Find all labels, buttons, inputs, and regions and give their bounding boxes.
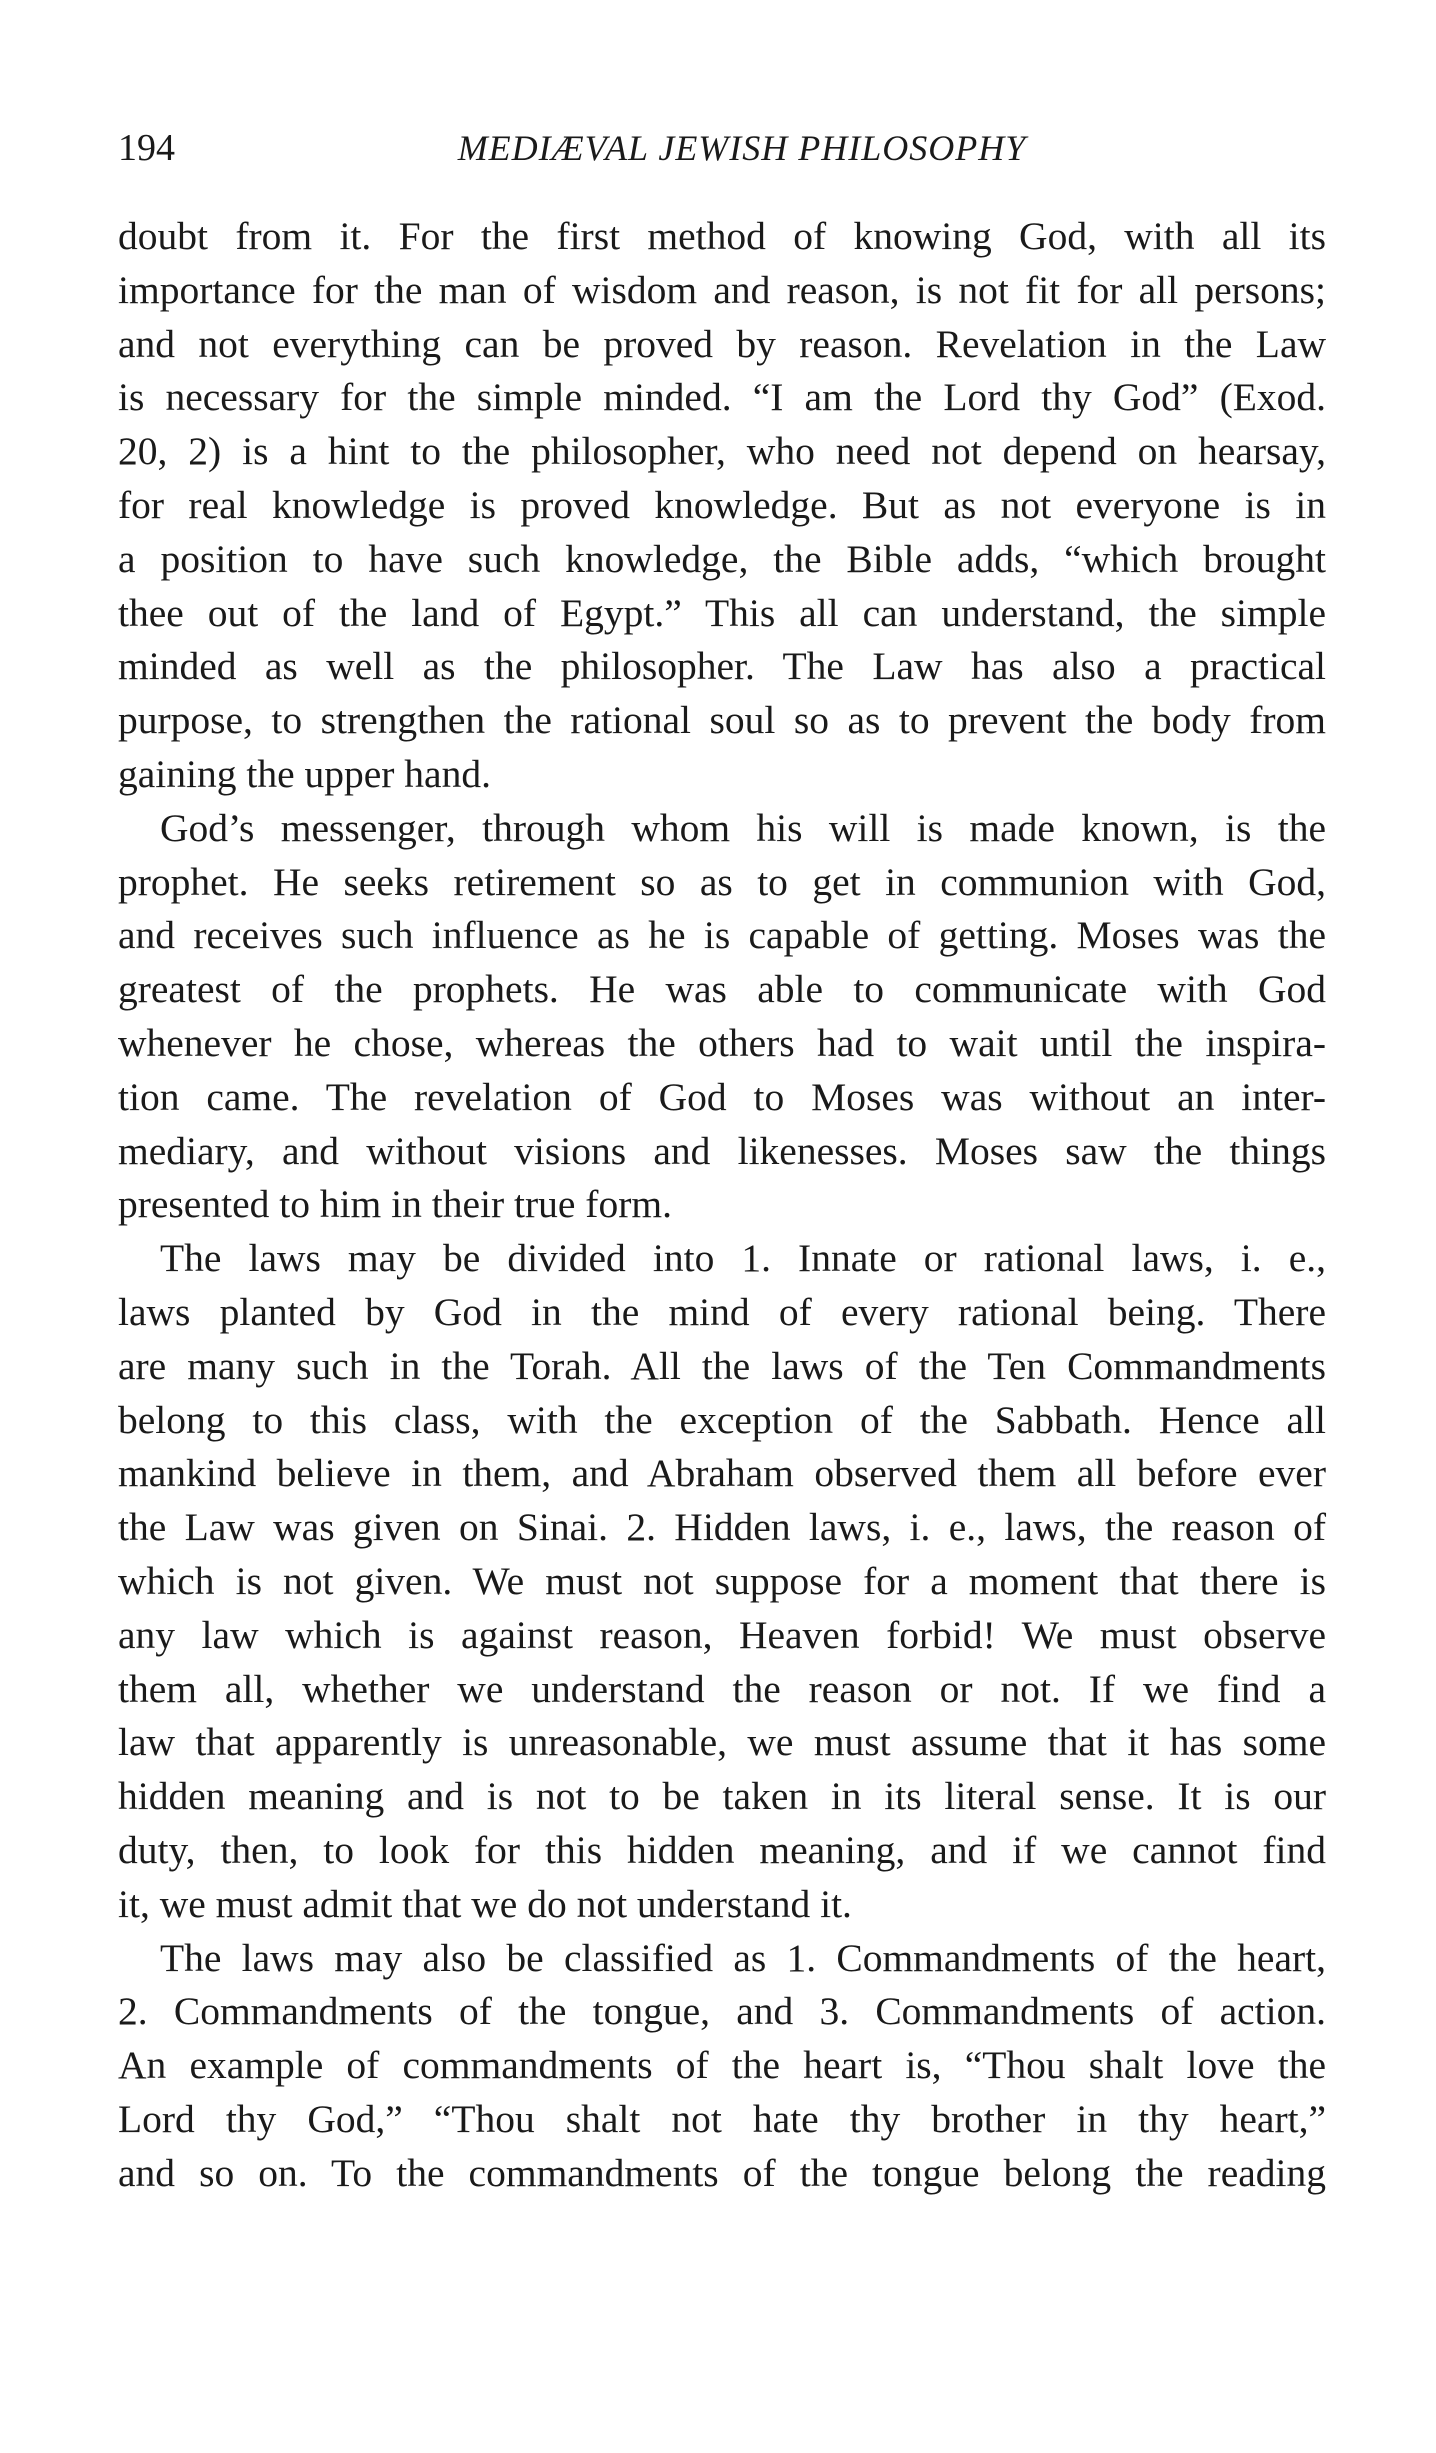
text-line: tion came. The revelation of God to Moses was without an inter- (118, 1074, 1326, 1119)
running-head (118, 118, 1326, 178)
text-line: it, we must admit that we do not understand it. (118, 1881, 852, 1926)
text-line: law that apparently is unreasonable, we must assume that it has some (118, 1720, 1326, 1765)
text-line: prophet. He seeks retirement so as to get in communion with God, (118, 859, 1326, 904)
text-line: which is not given. We must not suppose for a moment that there is (118, 1558, 1326, 1603)
text-line: duty, then, to look for this hidden meaning, and if we cannot find (118, 1827, 1326, 1872)
page-number: 194 (118, 127, 175, 169)
paragraph (118, 802, 1326, 1232)
text-line: purpose, to strengthen the rational soul so as to prevent the body from (118, 698, 1326, 743)
text-line: 2. Commandments of the tongue, and 3. Commandments of action. (118, 1989, 1326, 2034)
text-line: thee out of the land of Egypt.” This all can understand, the simple (118, 590, 1326, 635)
text-line: God’s messenger, through whom his will is made known, is the (160, 805, 1326, 850)
text-line: and so on. To the commandments of the tongue belong the reading (118, 2150, 1326, 2195)
text-line: are many such in the Torah. All the laws of the Ten Commandments (118, 1343, 1326, 1388)
text-line: a position to have such knowledge, the Bible adds, “which brought (118, 536, 1326, 581)
text-line: greatest of the prophets. He was able to communicate with God (118, 967, 1326, 1012)
text-line: laws planted by God in the mind of every rational being. There (118, 1289, 1326, 1334)
text-line: importance for the man of wisdom and reason, is not fit for all persons; (118, 267, 1326, 312)
text-line: mankind believe in them, and Abraham observed them all before ever (118, 1451, 1326, 1496)
paragraph (118, 1932, 1326, 2201)
text-line: them all, whether we understand the reason or not. If we find a (118, 1666, 1326, 1711)
text-line: presented to him in their true form. (118, 1182, 672, 1227)
text-line: hidden meaning and is not to be taken in its literal sense. It is our (118, 1774, 1326, 1819)
text-line: and not everything can be proved by reason. Revelation in the Law (118, 321, 1326, 366)
text-line: and receives such influence as he is capable of getting. Moses was the (118, 913, 1326, 958)
running-title: MEDIÆVAL JEWISH PHILOSOPHY (457, 128, 1027, 168)
paragraph (118, 1232, 1326, 1931)
text-line: mediary, and without visions and likenesses. Moses saw the things (118, 1128, 1326, 1173)
body-text (118, 210, 1326, 2200)
text-line: minded as well as the philosopher. The Law has also a practical (118, 644, 1326, 689)
text-line: belong to this class, with the exception of the Sabbath. Hence all (118, 1397, 1326, 1442)
text-line: Lord thy God,” “Thou shalt not hate thy brother in thy heart,” (118, 2096, 1326, 2141)
text-line: the Law was given on Sinai. 2. Hidden laws, i. e., laws, the reason of (118, 1505, 1326, 1550)
text-line: whenever he chose, whereas the others had to wait until the inspira- (118, 1020, 1326, 1065)
text-line: for real knowledge is proved knowledge. But as not everyone is in (118, 482, 1326, 527)
text-line: gaining the upper hand. (118, 751, 491, 796)
text-line: An example of commandments of the heart is, “Thou shalt love the (118, 2043, 1326, 2088)
text-line: 20, 2) is a hint to the philosopher, who need not depend on hearsay, (118, 429, 1326, 474)
text-line: any law which is against reason, Heaven forbid! We must observe (118, 1612, 1326, 1657)
text-line: The laws may also be classified as 1. Commandments of the heart, (160, 1935, 1326, 1980)
text-line: is necessary for the simple minded. “I am the Lord thy God” (Exod. (118, 375, 1326, 420)
text-line: The laws may be divided into 1. Innate or rational laws, i. e., (160, 1236, 1326, 1281)
paragraph (118, 210, 1326, 802)
text-line: doubt from it. For the first method of knowing God, with all its (118, 214, 1326, 258)
